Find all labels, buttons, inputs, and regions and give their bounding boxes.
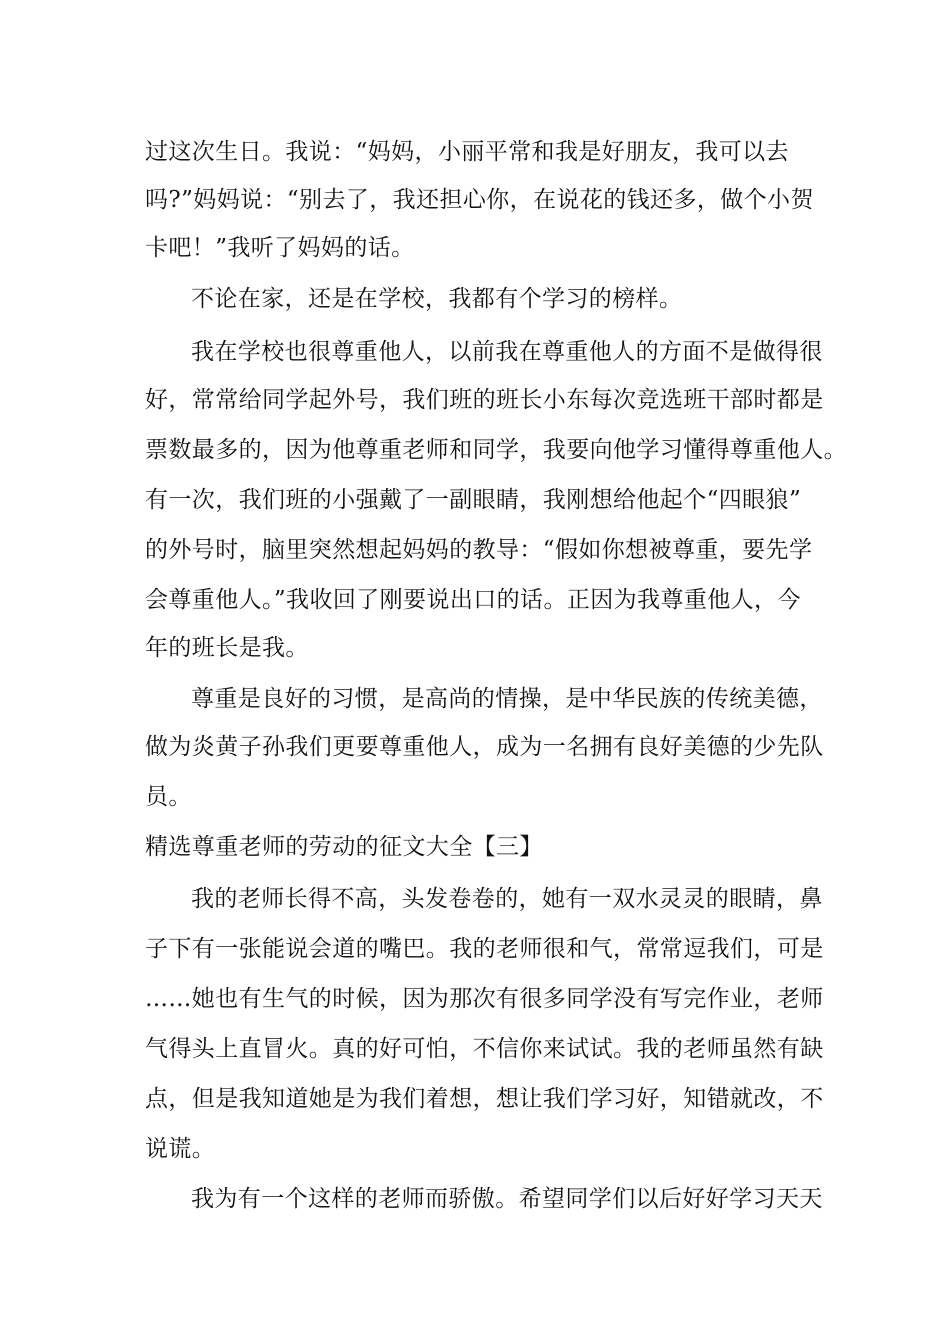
text-line: 年的班长是我。 xyxy=(145,635,309,661)
text-line: 卡吧！”我听了妈妈的话。 xyxy=(145,235,415,261)
text-line: 气得头上直冒火。真的好可怕，不信你来试试。我的老师虽然有缺 xyxy=(145,1036,824,1062)
text-line: 尊重是良好的习惯，是高尚的情操，是中华民族的传统美德， xyxy=(191,686,823,712)
text-line: 不论在家，还是在学校，我都有个学习的榜样。 xyxy=(191,286,683,312)
text-line: 好，常常给同学起外号，我们班的班长小东每次竞选班干部时都是 xyxy=(145,387,824,413)
text-line: 说谎。 xyxy=(145,1136,216,1162)
text-line: ……她也有生气的时候，因为那次有很多同学没有写完作业，老师 xyxy=(145,986,824,1012)
text-line: 吗?”妈妈说：“别去了，我还担心你，在说花的钱还多，做个小贺 xyxy=(145,187,814,213)
text-line: 员。 xyxy=(145,784,192,810)
text-line: 做为炎黄子孙我们更要尊重他人，成为一名拥有良好美德的少先队 xyxy=(145,734,824,760)
text-line: 我的老师长得不高，头发卷卷的，她有一双水灵灵的眼睛，鼻 xyxy=(191,886,823,912)
text-line: 点，但是我知道她是为我们着想，想让我们学习好，知错就改，不 xyxy=(145,1086,824,1112)
text-line: 票数最多的，因为他尊重老师和同学，我要向他学习懂得尊重他人。 xyxy=(145,437,847,463)
section-heading: 精选尊重老师的劳动的征文大全【三】 xyxy=(145,834,543,860)
text-line: 我为有一个这样的老师而骄傲。希望同学们以后好好学习天天 xyxy=(191,1186,823,1212)
text-line: 有一次，我们班的小强戴了一副眼睛，我刚想给他起个“四眼狼” xyxy=(145,487,802,513)
text-line: 我在学校也很尊重他人，以前我在尊重他人的方面不是做得很 xyxy=(191,339,823,365)
text-line: 子下有一张能说会道的嘴巴。我的老师很和气，常常逗我们，可是 xyxy=(145,936,824,962)
text-line: 的外号时，脑里突然想起妈妈的教导：“假如你想被尊重，要先学 xyxy=(145,537,813,563)
text-line: 会尊重他人。”我收回了刚要说出口的话。正因为我尊重他人，今 xyxy=(145,587,801,613)
text-line: 过这次生日。我说：“妈妈，小丽平常和我是好朋友，我可以去 xyxy=(145,139,789,165)
